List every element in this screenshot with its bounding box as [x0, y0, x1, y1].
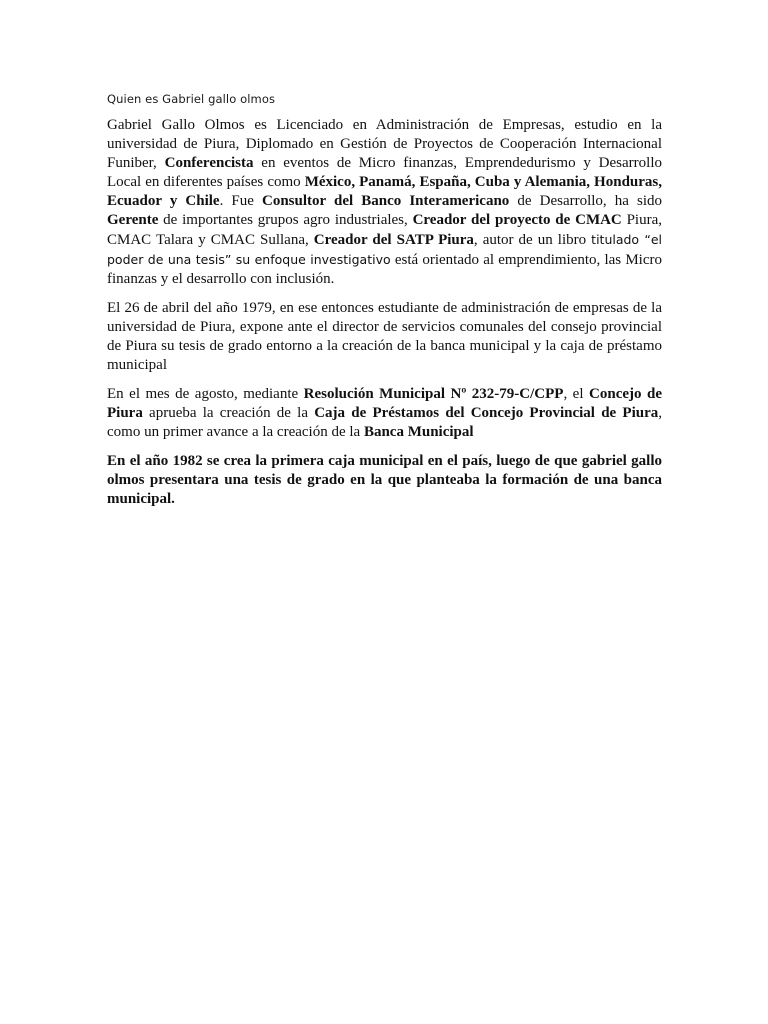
- p3-text-4: , como un primer avance a la creación de la: [107, 405, 662, 440]
- p1-text-4: de Desarrollo, ha sido: [509, 193, 663, 209]
- p3-text-1: En el mes de agosto, mediante: [107, 386, 304, 402]
- p1-bold-conferencista: Conferencista: [164, 155, 254, 171]
- p3-bold-banca: Banca Municipal: [363, 424, 474, 440]
- p1-bold-consultor: Consultor del Banco Interamericano: [262, 193, 510, 209]
- p1-bold-creador-cmac: Creador del proyecto de CMAC: [412, 212, 622, 228]
- p1-text-7: , autor de un libro: [473, 232, 592, 248]
- p3-text-3: aprueba la creación de la: [142, 405, 315, 421]
- p1-bold-creador-satp: Creador del SATP Piura: [313, 232, 474, 248]
- paragraph-biography: [107, 116, 662, 289]
- paragraph-thesis: El 26 de abril del año 1979, en ese entonces estudiante de administración de empresas de la universidad de Piura, expone ante el director de servicios comunales del consejo provincial de Piura su tesis de grado entorno a la creación de la banca municipal y la caja de préstamo municipal: [107, 300, 662, 373]
- paragraph-resolution: [107, 385, 662, 442]
- p1-bold-gerente: Gerente: [107, 212, 159, 228]
- p1-text-6: Piura, CMAC Talara y CMAC Sullana,: [107, 212, 662, 248]
- p3-bold-caja: Caja de Préstamos del Concejo Provincial de Piura: [314, 405, 659, 421]
- p1-text-8: está orientado al emprendimiento, las Micro finanzas y el desarrollo con inclusión.: [107, 252, 662, 287]
- p1-text-3: . Fue: [219, 193, 262, 209]
- p1-bold-countries: México, Panamá, España, Cuba y Alemania, Honduras, Ecuador y Chile: [107, 174, 662, 209]
- p3-bold-resolucion: Resolución Municipal Nº 232-79-C/CPP: [303, 386, 564, 402]
- p1-text-2: en eventos de Micro finanzas, Emprendedurismo y Desarrollo Local en diferentes países como: [107, 155, 662, 190]
- paragraph-conclusion: En el año 1982 se crea la primera caja municipal en el país, luego de que gabriel gallo olmos presentara una tesis de grado en la que planteaba la formación de una banca municipal.: [107, 453, 662, 507]
- p1-text-1: Gabriel Gallo Olmos es Licenciado en Administración de Empresas, estudio en la universidad de Piura, Diplomado en Gestión de Proyectos de Cooperación Internacional Funiber,: [107, 117, 662, 171]
- document-heading: Quien es Gabriel gallo olmos: [107, 92, 276, 106]
- p1-book-title: titulado “el poder de una tesis” su enfoque investigativo: [107, 232, 662, 267]
- p1-text-5: de importantes grupos agro industriales,: [158, 212, 413, 228]
- p3-text-2: , el: [563, 386, 590, 402]
- p3-bold-concejo: Concejo de Piura: [107, 386, 662, 421]
